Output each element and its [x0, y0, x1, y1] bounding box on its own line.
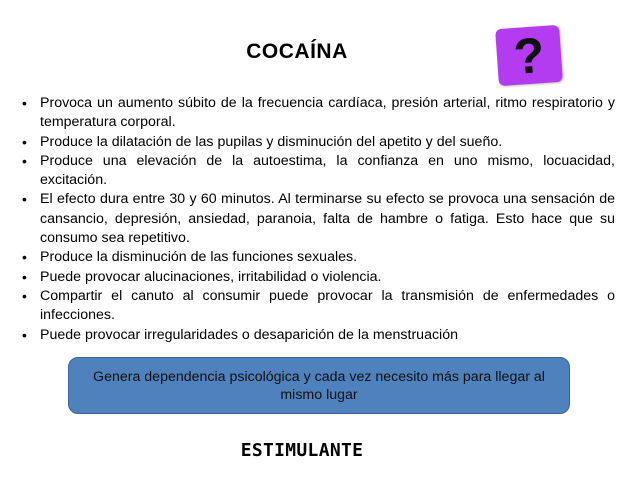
bullet-text: Provoca un aumento súbito de la frecuencia cardíaca, presión arterial, ritmo respiratorio y temperatura corporal. [40, 95, 615, 131]
bullet-icon: • [22, 191, 27, 208]
question-mark-glyph: ? [511, 26, 547, 85]
bullet-item [22, 190, 615, 248]
callout-text: Genera dependencia psicológica y cada vez necesito más para llegar al mismo lugar [93, 368, 545, 403]
bullet-item [22, 268, 615, 287]
bullet-icon: • [22, 249, 27, 266]
bullet-list [22, 94, 615, 345]
bullet-text: El efecto dura entre 30 y 60 minutos. Al terminarse su efecto se provoca una sensación de cansancio, depresión, ansiedad, paranoia, falta de hambre o fatiga. Esto hace que su consumo sea repetitivo. [40, 191, 615, 247]
bullet-text: Puede provocar alucinaciones, irritabilidad o violencia. [40, 268, 382, 285]
bullet-item [22, 133, 615, 152]
bullet-icon: • [22, 133, 27, 150]
bullet-item [22, 248, 615, 267]
bullet-item [22, 94, 615, 133]
footer-label: ESTIMULANTE [240, 440, 364, 461]
bullet-item [22, 287, 615, 326]
question-mark-icon [495, 25, 563, 86]
slide-title: COCAÍNA [246, 40, 348, 63]
bullet-item [22, 326, 615, 345]
bullet-text: Compartir el canuto al consumir puede provocar la transmisión de enfermedades o infecciones. [40, 287, 615, 324]
bullet-icon: • [22, 152, 27, 169]
bullet-icon: • [22, 326, 27, 343]
bullet-icon: • [22, 287, 27, 304]
callout-box [68, 357, 570, 414]
bullet-text: Produce la dilatación de las pupilas y disminución del apetito y del sueño. [40, 133, 503, 150]
bullet-icon: • [22, 95, 27, 111]
bullet-text: Puede provocar irregularidades o desaparición de la menstruación [40, 326, 458, 343]
bullet-icon: • [22, 268, 27, 285]
bullet-item [22, 152, 615, 191]
bullet-text: Produce la disminución de las funciones sexuales. [40, 249, 358, 266]
bullet-text: Produce una elevación de la autoestima, la confianza en uno mismo, locuacidad, excitación. [40, 152, 615, 189]
